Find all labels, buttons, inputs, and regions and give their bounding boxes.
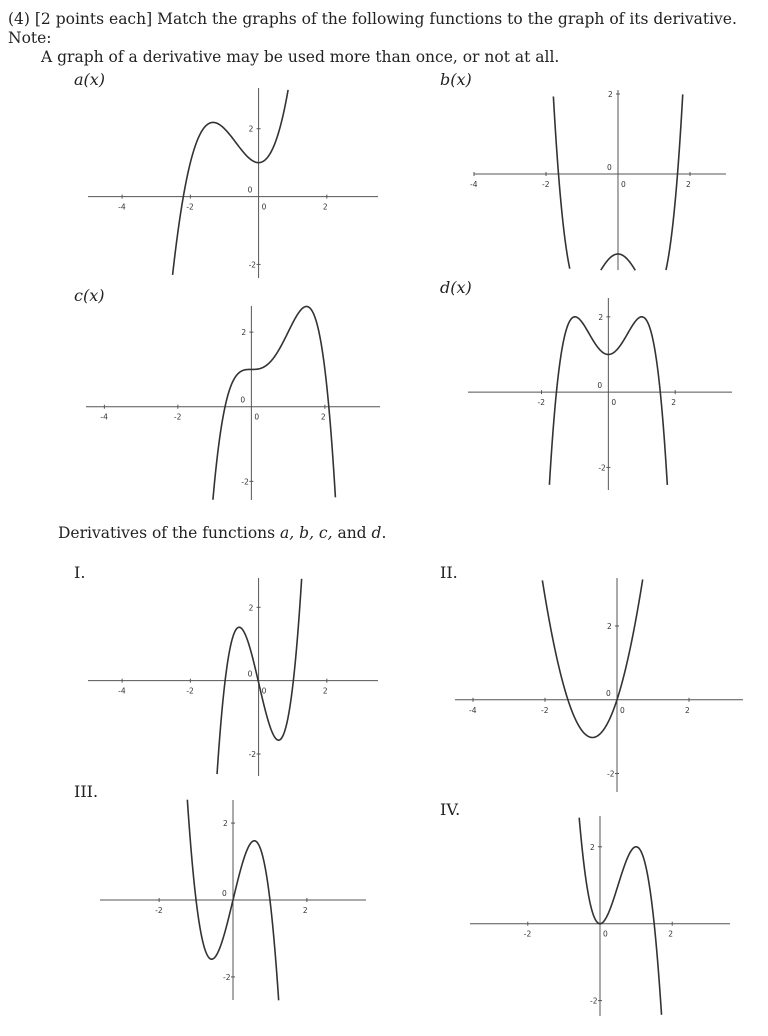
y-tick-label: 0 (597, 381, 603, 391)
function-curve (217, 579, 302, 774)
y-tick-label: -2 (607, 769, 615, 779)
x-tick-label: -2 (537, 398, 546, 408)
y-tick-label: 0 (607, 163, 612, 172)
x-tick-label: 2 (668, 929, 674, 939)
label-a: a(x) (74, 70, 106, 89)
y-tick-label: 2 (598, 312, 604, 322)
x-tick-label: -4 (469, 705, 477, 715)
x-tick-label: 2 (671, 398, 676, 408)
label-I: I. (74, 563, 86, 582)
y-tick-label: 0 (247, 669, 253, 679)
graph-III (100, 800, 366, 1000)
x-tick-label: -4 (118, 202, 126, 212)
problem-line-2: A graph of a derivative may be used more than once, or not at all. (41, 48, 560, 66)
function-curve (213, 306, 336, 499)
label-II: II. (440, 563, 458, 582)
y-tick-label: -2 (248, 750, 257, 759)
function-curve (173, 90, 289, 275)
function-curve (542, 580, 642, 738)
y-tick-label: 0 (606, 688, 611, 698)
y-tick-label: 2 (223, 819, 228, 829)
x-tick-label: 2 (686, 180, 691, 189)
graph-II (455, 578, 743, 792)
x-tick-label: 0 (621, 180, 626, 189)
x-tick-label: 2 (302, 906, 308, 915)
caption-and: and (332, 524, 372, 542)
y-tick-label: 0 (247, 185, 253, 195)
x-tick-label: 2 (322, 686, 328, 696)
x-tick-label: 0 (254, 412, 260, 422)
x-tick-label: -4 (100, 412, 108, 422)
x-tick-label: 0 (261, 202, 267, 212)
y-tick-label: -2 (598, 463, 606, 473)
x-tick-label: -2 (186, 202, 194, 212)
label-III: III. (74, 782, 99, 801)
y-tick-label: 2 (590, 842, 595, 852)
y-tick-label: 2 (607, 621, 612, 631)
x-tick-label: -2 (186, 686, 194, 696)
caption-vars: a, b, c, (280, 524, 333, 542)
x-tick-label: -4 (118, 686, 126, 696)
x-tick-label: 2 (322, 202, 328, 212)
graph-I (88, 578, 378, 776)
y-tick-label: 2 (241, 328, 247, 338)
x-tick-label: 0 (261, 686, 267, 696)
graph-b (470, 90, 726, 270)
caption-text: Derivatives of the functions (58, 524, 281, 542)
y-tick-label: 2 (248, 124, 254, 134)
y-tick-label: 2 (248, 603, 254, 613)
label-c: c(x) (74, 286, 105, 305)
y-tick-label: 0 (222, 889, 227, 898)
graph-IV (470, 816, 730, 1016)
derivatives-caption (58, 524, 386, 542)
x-tick-label: 0 (620, 705, 625, 715)
problem-line-1: (4) [2 points each] Match the graphs of the following functions to the graph of its derivative. Note: (8, 10, 737, 47)
x-tick-label: 2 (320, 412, 326, 422)
x-tick-label: -2 (541, 705, 549, 715)
label-b: b(x) (440, 70, 472, 89)
y-tick-label: -2 (241, 477, 249, 487)
x-tick-label: 0 (611, 398, 617, 408)
caption-d: d (371, 524, 382, 542)
y-tick-label: 0 (240, 395, 246, 405)
x-tick-label: -2 (155, 906, 163, 915)
label-IV: IV. (440, 800, 461, 819)
y-tick-label: -2 (590, 996, 598, 1006)
x-tick-label: 0 (603, 929, 608, 939)
y-tick-label: -2 (223, 972, 231, 982)
graph-c (86, 306, 380, 500)
problem-statement (8, 10, 760, 67)
caption-end: . (381, 524, 387, 542)
label-d: d(x) (440, 278, 472, 297)
y-tick-label: -2 (248, 260, 257, 270)
x-tick-label: 2 (685, 705, 690, 715)
x-tick-label: -2 (523, 929, 532, 939)
x-tick-label: -2 (542, 180, 550, 189)
x-tick-label: -2 (173, 412, 182, 422)
y-tick-label: 2 (608, 90, 613, 99)
x-tick-label: -4 (470, 180, 478, 189)
graph-d (468, 298, 732, 490)
graph-a (88, 88, 378, 278)
